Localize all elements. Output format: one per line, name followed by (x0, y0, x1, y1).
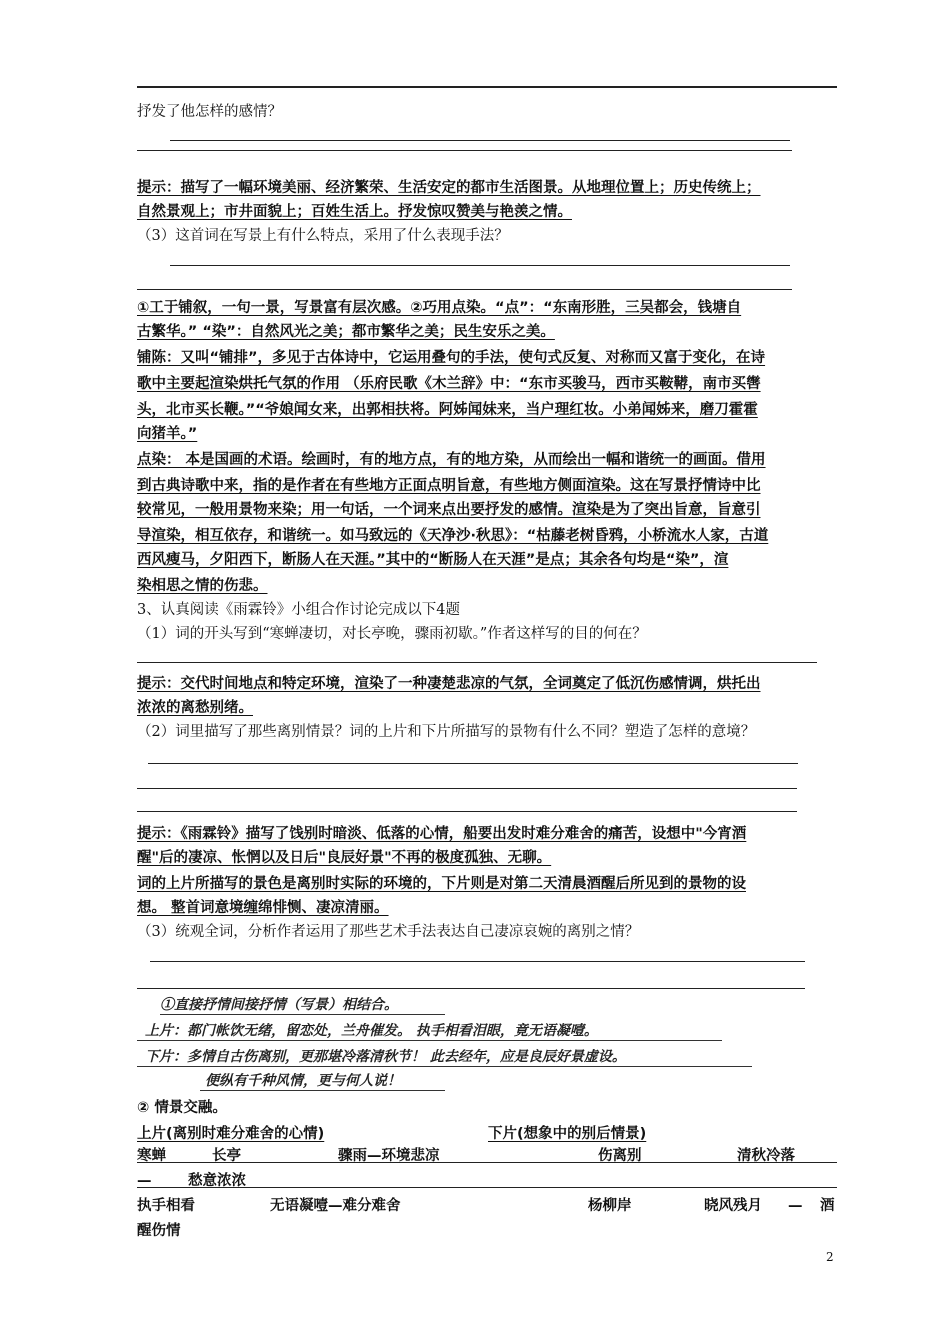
handwritten-note: 上片：都门帐饮无绪，留恋处，兰舟催发。 执手相看泪眼，竟无语凝噎。 (145, 1023, 598, 1039)
section3-question-1: （1）词的开头写到“寒蝉凄切，对长亭晚，骤雨初歇。”作者这样写的目的何在？ (137, 626, 647, 642)
answer-line (137, 150, 792, 151)
blend-cell: 执手相看 (137, 1198, 195, 1214)
hint-text: 自然景观上；市井面貌上；百姓生活上。抒发惊叹赞美与艳羡之情。 (137, 204, 572, 220)
answer-line (170, 140, 790, 141)
blend-cell: — (788, 1198, 803, 1214)
question-3: （3）这首词在写景上有什么特点，采用了什么表现手法？ (137, 228, 509, 244)
blend-cell: 晓风残月 (704, 1198, 762, 1214)
section3-question-2: （2）词里描写了那些离别情景？词的上片和下片所描写的景物有什么不同？塑造了怎样的意境？ (137, 724, 756, 740)
blend-cell: 无语凝噎—难分难舍 (270, 1198, 401, 1214)
answer-text: 歌中主要起渲染烘托气氛的作用 （乐府民歌《木兰辞》中：“东市买骏马，西市买鞍鞯，南市买辔 (137, 376, 761, 392)
blend-cell: 寒蝉 (137, 1148, 166, 1164)
hint-text: 提示：《雨霖铃》描写了饯别时暗淡、低落的心情，船要出发时难分难舍的痛苦，设想中"今宵酒 (137, 826, 747, 842)
hint-text: 提示：交代时间地点和特定环境，渲染了一种凄楚悲凉的气氛，全词奠定了低沉伤感情调，烘托出 (137, 676, 761, 692)
answer-text: 向猪羊。” (137, 426, 198, 442)
hint-text: 提示：描写了一幅环境美丽、经济繁荣、生活安定的都市生活图景。从地理位置上；历史传统上； (137, 180, 761, 196)
blend-left-heading: 上片(离别时难分难舍的心情) (137, 1126, 325, 1142)
handwritten-note: ①直接抒情间接抒情（写景）相结合。 (160, 997, 398, 1013)
answer-line (137, 662, 817, 663)
handwritten-note: 下片：多情自古伤离别，更那堪冷落清秋节！ 此去经年，应是良辰好景虚设。 (145, 1049, 626, 1065)
hint-text: 醒"后的凄凉、怅惘以及日后"良辰好景"不再的极度孤独、无聊。 (137, 850, 552, 866)
blend-cell: 愁意浓浓 (188, 1173, 246, 1189)
answer-line (137, 788, 797, 789)
answer-text: 铺陈：又叫“铺排”，多见于古体诗中，它运用叠句的手法，使句式反复、对称而又富于变化，在诗 (137, 350, 766, 366)
answer-text: 导渲染，相互依存，和谐统一。如马致远的《天净沙·秋思》：“枯藤老树昏鸦，小桥流水人家，古道 (137, 528, 769, 544)
blend-cell: 酒 (820, 1198, 835, 1214)
answer-text: 古繁华。” “染”：自然风光之美；都市繁华之美；民生安乐之美。 (137, 324, 555, 340)
answer-text: 较常见，一般用景物来染；用一句话，一个词来点出要抒发的感情。渲染是为了突出旨意，旨意引 (137, 502, 761, 518)
page-number: 2 (826, 1250, 834, 1264)
answer-text: 到古典诗歌中来，指的是作者在有些地方正面点明旨意，有些地方侧面渲染。这在写景抒情诗中比 (137, 478, 761, 494)
answer-text: 头，北市买长鞭。”“爷娘闻女来，出郭相扶将。阿姊闻妹来，当户理红妆。小弟闻姊来，磨刀霍霍 (137, 402, 758, 418)
handwritten-note: 便纵有千种风情，更与何人说！ (205, 1073, 401, 1089)
blend-cell: 清秋冷落 (737, 1148, 795, 1164)
answer-line (137, 988, 805, 989)
section3-question-3: （3）统观全词，分析作者运用了那些艺术手法表达自己凄凉哀婉的离别之情？ (137, 924, 640, 940)
hint-text: 词的上片所描写的景色是离别时实际的环境的，下片则是对第二天清晨酒醒后所见到的景物的设 (137, 876, 746, 892)
blend-cell: 长亭 (212, 1148, 241, 1164)
answer-text: 点染： 本是国画的术语。绘画时，有的地方点，有的地方染，从而绘出一幅和谐统一的画面。借用 (137, 452, 766, 468)
answer-line (148, 763, 798, 764)
answer-line (150, 961, 805, 962)
answer-line (137, 811, 797, 812)
top-rule (137, 86, 837, 88)
question-continued: 抒发了他怎样的感情？ (137, 104, 282, 120)
answer-line (170, 265, 790, 266)
hint-text: 浓浓的离愁别绪。 (137, 700, 253, 716)
answer-line (137, 289, 792, 290)
blend-title: ② 情景交融。 (137, 1100, 227, 1116)
blend-cell: 骤雨—环境悲凉 (338, 1148, 440, 1164)
answer-text: ①工于铺叙，一句一景，写景富有层次感。②巧用点染。“点”：“东南形胜，三吴都会，钱塘自 (137, 300, 742, 316)
answer-text: 染相思之情的伤悲。 (137, 578, 268, 594)
blend-right-heading: 下片(想象中的别后情景) (488, 1126, 647, 1142)
blend-cell: 醒伤情 (137, 1223, 181, 1239)
row-rule (137, 1162, 837, 1163)
section-heading: 3、认真阅读《雨霖铃》小组合作讨论完成以下4题 (137, 602, 460, 618)
blend-cell: 杨柳岸 (588, 1198, 632, 1214)
hint-text: 想。 整首词意境缠绵悱恻、凄凉清丽。 (137, 900, 389, 916)
blend-cell: — (137, 1173, 152, 1189)
blend-cell: 伤离别 (598, 1148, 642, 1164)
answer-text: 西风瘦马，夕阳西下，断肠人在天涯。”其中的“断肠人在天涯”是点；其余各句均是“染”，渲 (137, 552, 729, 568)
